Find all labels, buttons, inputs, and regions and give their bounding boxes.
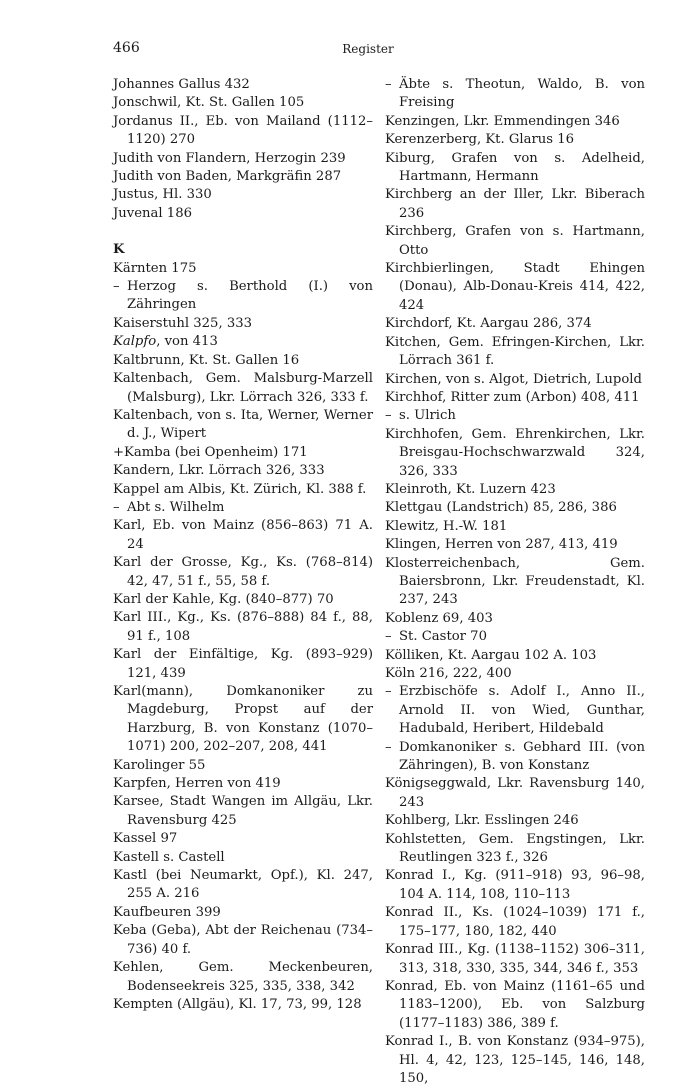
- index-entry: [113, 554, 373, 591]
- entry-text: +Kamba (bei Openheim) 171: [113, 444, 308, 460]
- entry-text: Kassel 97: [113, 831, 178, 847]
- index-entry: [113, 830, 373, 848]
- entry-text: Johannes Gallus 432: [113, 77, 250, 92]
- index-entry: [385, 536, 645, 554]
- entry-text: Juvenal 186: [113, 205, 192, 221]
- entry-text: Jonschwil, Kt. St. Gallen 105: [113, 95, 305, 111]
- index-entry: [385, 150, 645, 187]
- index-entry: [385, 610, 645, 628]
- index-entry: [113, 867, 373, 904]
- index-entry: [385, 941, 645, 978]
- index-entry: [113, 444, 373, 462]
- letter-heading: K: [113, 242, 125, 258]
- index-subentry: [385, 76, 645, 113]
- entry-text: Karolinger 55: [113, 757, 206, 773]
- index-entry: [113, 94, 373, 112]
- index-entry: [385, 518, 645, 536]
- entry-text: Jordanus II., Eb. von Mailand (1112–1120) 270: [113, 113, 373, 148]
- index-entry: [385, 426, 645, 481]
- entry-text: Köln 216, 222, 400: [385, 666, 512, 681]
- entry-text: , von 413: [156, 334, 218, 350]
- entry-text: Judith von Baden, Markgräfin 287: [113, 169, 342, 185]
- index-entry: [385, 775, 645, 812]
- entry-text: Kohlstetten, Gem. Engstingen, Lkr. Reutlingen 323 f., 326: [385, 831, 645, 866]
- index-entry: [385, 371, 645, 389]
- index-entry: [385, 647, 645, 665]
- index-entry: [113, 481, 373, 499]
- entry-text: Kiburg, Grafen von s. Adelheid, Hartmann, Hermann: [385, 150, 645, 185]
- index-entry: [385, 315, 645, 333]
- entry-text: St. Castor 70: [399, 629, 487, 645]
- entry-text: Kempten (Allgäu), Kl. 17, 73, 99, 128: [113, 996, 362, 1012]
- index-entry: [385, 1033, 645, 1088]
- entry-text: Karl der Kahle, Kg. (840–877) 70: [113, 591, 334, 607]
- entry-text: Kaltenbach, von s. Ita, Werner, Werner d. J., Wipert: [113, 407, 373, 442]
- index-entry: [113, 959, 373, 996]
- index-entry: [113, 462, 373, 480]
- entry-text: Kaltbrunn, Kt. St. Gallen 16: [113, 352, 300, 368]
- entry-text: Klosterreichenbach, Gem. Baiersbronn, Lkr. Freudenstadt, Kl. 237, 243: [385, 555, 645, 608]
- entry-text: Justus, Hl. 330: [113, 187, 212, 203]
- index-entry: [113, 996, 373, 1014]
- entry-text: Keba (Geba), Abt der Reichenau (734–736) 40 f.: [113, 923, 373, 957]
- index-entry: [113, 205, 373, 223]
- index-subentry: [385, 628, 645, 646]
- entry-text: s. Ulrich: [399, 408, 456, 424]
- entry-italic-term: Kalpfo: [113, 334, 157, 350]
- entry-text: Kandern, Lkr. Lörrach 326, 333: [113, 463, 325, 479]
- index-entry: [385, 260, 645, 315]
- entry-text: Kirchhofen, Gem. Ehrenkirchen, Lkr. Breisgau-Hochschwarzwald 324, 326, 333: [385, 426, 645, 479]
- entry-text: Konrad, Eb. von Mainz (1161–65 und 1183–1200), Eb. von Salzburg (1177–1183) 386, 389 f.: [385, 978, 645, 1031]
- index-entry: [113, 150, 373, 168]
- index-entry: [113, 757, 373, 775]
- index-entry: [113, 407, 373, 444]
- entry-text: Kölliken, Kt. Aargau 102 A. 103: [385, 647, 597, 663]
- entry-text: Herzog s. Berthold (I.) von Zähringen: [127, 279, 373, 313]
- entry-text: Karl III., Kg., Ks. (876–888) 84 f., 88, 91 f., 108: [113, 610, 373, 644]
- entry-text: Kerenzerberg, Kt. Glarus 16: [385, 132, 575, 148]
- entry-text: Königseggwald, Lkr. Ravensburg 140, 243: [385, 776, 645, 810]
- entry-text: Karl(mann), Domkanoniker zu Magdeburg, Propst auf der Harzburg, B. von Konstanz (1070–1071) 200, 202–207, 208, 441: [113, 684, 373, 755]
- index-entry: [385, 334, 645, 371]
- page-number: 466: [113, 40, 140, 56]
- entry-text: Kärnten 175: [113, 260, 197, 276]
- entry-text: Karpfen, Herren von 419: [113, 776, 281, 792]
- index-subentry: [113, 499, 373, 517]
- entry-text: Domkanoniker s. Gebhard III. (von Zähringen), B. von Konstanz: [399, 739, 645, 774]
- index-entry: [113, 315, 373, 333]
- index-column-right: [385, 76, 645, 1088]
- entry-text: Äbte s. Theotun, Waldo, B. von Freising: [399, 77, 645, 111]
- entry-text: Kenzingen, Lkr. Emmendingen 346: [385, 113, 620, 129]
- entry-text: Erzbischöfe s. Adolf I., Anno II., Arnold II. von Wied, Gunthar, Hadubald, Heribert, Hildebald: [399, 684, 645, 737]
- entry-text: Karl der Einfältige, Kg. (893–929) 121, 439: [113, 647, 373, 681]
- index-subentry: [385, 683, 645, 738]
- index-entry: [385, 113, 645, 131]
- index-entry: [385, 867, 645, 904]
- running-head: Register: [342, 42, 394, 56]
- entry-text: Kirchen, von s. Algot, Dietrich, Lupold: [385, 371, 642, 387]
- index-entry: [113, 517, 373, 554]
- entry-text: Kaltenbach, Gem. Malsburg-Marzell (Malsburg), Lkr. Lörrach 326, 333 f.: [113, 371, 373, 405]
- index-subentry: [385, 407, 645, 425]
- entry-text: Konrad I., Kg. (911–918) 93, 96–98, 104 A. 114, 108, 110–113: [385, 868, 645, 902]
- entry-text: Kirchbierlingen, Stadt Ehingen (Donau), Alb-Donau-Kreis 414, 422, 424: [385, 261, 645, 313]
- index-entry: [113, 849, 373, 867]
- entry-text: Klettgau (Landstrich) 85, 286, 386: [385, 500, 617, 516]
- index-column-left: [113, 76, 373, 1014]
- index-subentry: [113, 278, 373, 315]
- index-entry: [113, 333, 373, 351]
- index-entry: [113, 76, 373, 94]
- entry-text: Kaufbeuren 399: [113, 904, 221, 920]
- entry-text: Kitchen, Gem. Efringen-Kirchen, Lkr. Lörrach 361 f.: [385, 334, 645, 369]
- entry-text: Kappel am Albis, Kt. Zürich, Kl. 388 f.: [113, 481, 367, 497]
- entry-text: Kastell s. Castell: [113, 849, 225, 865]
- index-entry: [385, 223, 645, 260]
- entry-text: Konrad III., Kg. (1138–1152) 306–311, 313, 318, 330, 335, 344, 346 f., 353: [385, 942, 645, 976]
- index-entry: [113, 646, 373, 683]
- entry-text: Klewitz, H.-W. 181: [385, 518, 508, 534]
- index-entry: [113, 904, 373, 922]
- index-entry: [113, 775, 373, 793]
- index-entry: [113, 370, 373, 407]
- index-entry: [385, 499, 645, 517]
- index-entry: [385, 831, 645, 868]
- entry-text: Konrad I., B. von Konstanz (934–975), Hl. 4, 42, 123, 125–145, 146, 148, 150,: [385, 1034, 645, 1086]
- entry-text: Klingen, Herren von 287, 413, 419: [385, 537, 618, 553]
- entry-text: Kirchberg, Grafen von s. Hartmann, Otto: [385, 224, 645, 258]
- entry-text: Kirchhof, Ritter zum (Arbon) 408, 411: [385, 389, 640, 405]
- index-entry: [385, 978, 645, 1033]
- entry-text: Kleinroth, Kt. Luzern 423: [385, 481, 556, 497]
- index-entry: [113, 260, 373, 278]
- index-entry: [113, 113, 373, 150]
- index-entry: [385, 904, 645, 941]
- index-entry: [385, 481, 645, 499]
- entry-text: Kaiserstuhl 325, 333: [113, 315, 252, 331]
- index-entry: [113, 186, 373, 204]
- entry-text: Judith von Flandern, Herzogin 239: [113, 150, 346, 166]
- index-entry: [113, 609, 373, 646]
- entry-text: Kohlberg, Lkr. Esslingen 246: [385, 813, 579, 829]
- index-entry: [385, 665, 645, 683]
- index-entry: [113, 352, 373, 370]
- entry-text: Karl der Grosse, Kg., Ks. (768–814) 42, 47, 51 f., 55, 58 f.: [113, 555, 373, 589]
- page-header: [113, 40, 623, 60]
- index-entry: [113, 922, 373, 959]
- entry-text: Karl, Eb. von Mainz (856–863) 71 A. 24: [113, 518, 373, 552]
- index-subentry: [385, 739, 645, 776]
- index-entry: [385, 555, 645, 610]
- index-entry: [385, 131, 645, 149]
- index-entry: [385, 186, 645, 223]
- entry-text: Koblenz 69, 403: [385, 610, 493, 626]
- index-entry: [113, 591, 373, 609]
- entry-text: Karsee, Stadt Wangen im Allgäu, Lkr. Ravensburg 425: [113, 794, 373, 828]
- entry-text: Kehlen, Gem. Meckenbeuren, Bodenseekreis 325, 335, 338, 342: [113, 960, 373, 994]
- entry-text: Kirchdorf, Kt. Aargau 286, 374: [385, 316, 592, 332]
- entry-text: Abt s. Wilhelm: [127, 499, 225, 515]
- entry-text: Konrad II., Ks. (1024–1039) 171 f., 175–177, 180, 182, 440: [385, 905, 645, 939]
- index-entry: [113, 168, 373, 186]
- index-entry: [385, 389, 645, 407]
- index-entry: [113, 683, 373, 757]
- index-entry: [385, 812, 645, 830]
- entry-text: Kastl (bei Neumarkt, Opf.), Kl. 247, 255 A. 216: [113, 868, 373, 902]
- index-entry: [113, 793, 373, 830]
- entry-text: Kirchberg an der Iller, Lkr. Biberach 236: [385, 187, 645, 221]
